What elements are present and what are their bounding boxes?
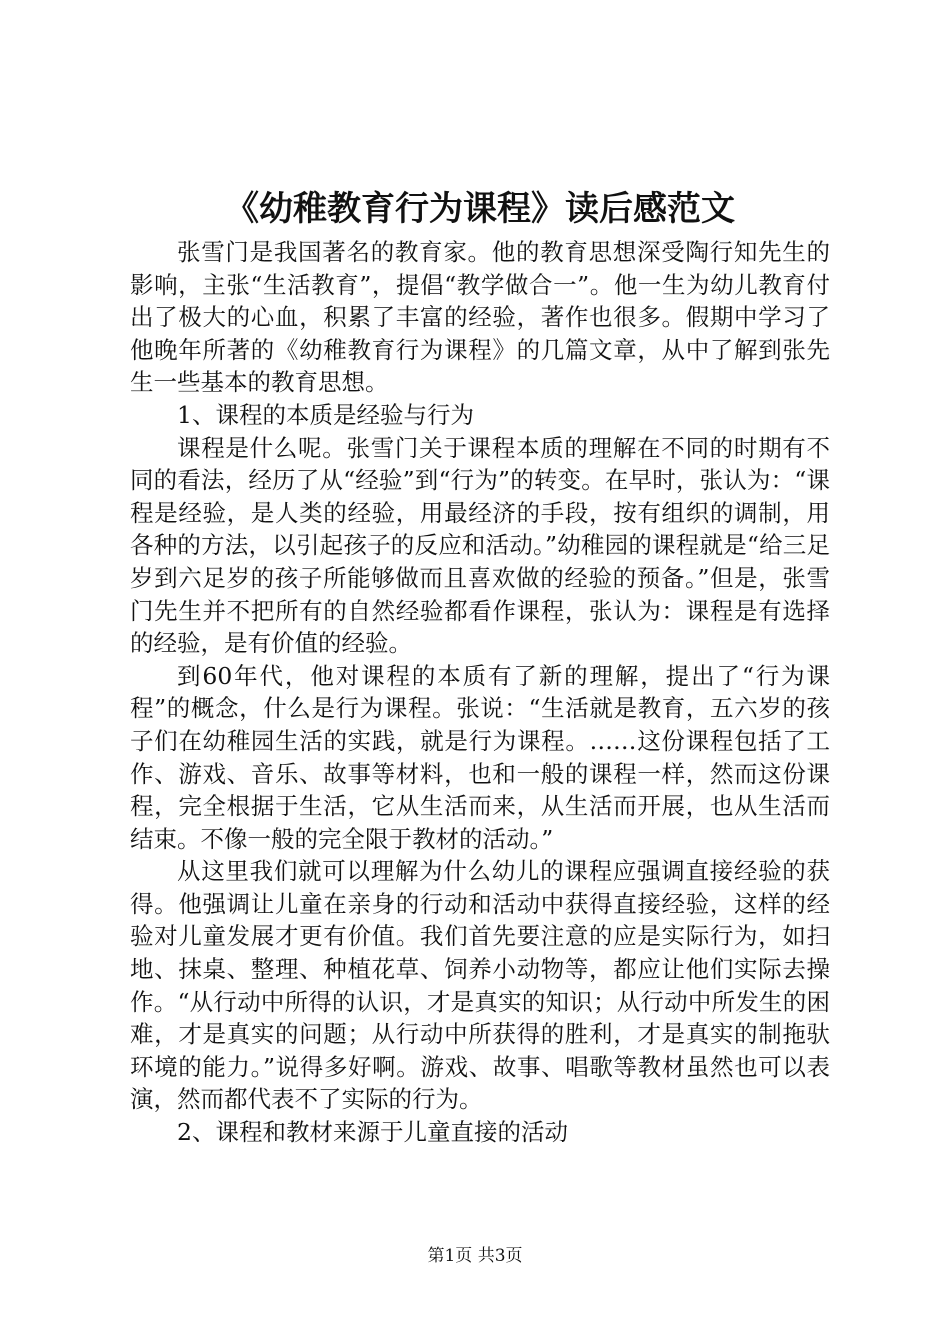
document-title: 《幼稚教育行为课程》读后感范文 bbox=[225, 189, 735, 229]
paragraph-behavior-curriculum: 到60年代，他对课程的本质有了新的理解，提出了“行为课程”的概念，什么是行为课程。张说：“生活就是教育，五六岁的孩子们在幼稚园生活的实践，就是行为课程。……这份课程包括了工作、游戏、音乐、故事等材料，也和一般的课程一样，然而这份课程，完全根据于生活，它从生活而来，从生活而开展，也从生活而结束。不像一般的完全限于教材的活动。” bbox=[130, 661, 830, 853]
section-heading-2: 2、课程和教材来源于儿童直接的活动 bbox=[177, 1118, 568, 1147]
document-body bbox=[130, 236, 830, 1149]
page-footer: 第1页 共3页 bbox=[427, 1246, 523, 1266]
paragraph-intro: 张雪门是我国著名的教育家。他的教育思想深受陶行知先生的影响，主张“生活教育”，提倡“教学做合一”。他一生为幼儿教育付出了极大的心血，积累了丰富的经验，著作也很多。假期中学习了他晚年所著的《幼稚教育行为课程》的几篇文章，从中了解到张先生一些基本的教育思想。 bbox=[130, 238, 830, 397]
paragraph-curriculum-experience: 课程是什么呢。张雪门关于课程本质的理解在不同的时期有不同的看法，经历了从“经验”到“行为”的转变。在早时，张认为：“课程是经验，是人类的经验，用最经济的手段，按有组织的调制，用各种的方法，以引起孩子的反应和活动。”幼稚园的课程就是“给三足岁到六足岁的孩子所能够做而且喜欢做的经验的预备。”但是，张雪门先生并不把所有的自然经验都看作课程，张认为：课程是有选择的经验，是有价值的经验。 bbox=[130, 433, 830, 658]
section-heading-1: 1、课程的本质是经验与行为 bbox=[177, 400, 474, 429]
paragraph-direct-experience: 从这里我们就可以理解为什么幼儿的课程应强调直接经验的获得。他强调让儿童在亲身的行动和活动中获得直接经验，这样的经验对儿童发展才更有价值。我们首先要注意的应是实际行为，如扫地、抹桌、整理、种植花草、饲养小动物等，都应让他们实际去操作。“从行动中所得的认识，才是真实的知识；从行动中所发生的困难，才是真实的问题；从行动中所获得的胜利，才是真实的制拖驮环境的能力。”说得多好啊。游戏、故事、唱歌等教材虽然也可以表演，然而都代表不了实际的行为。 bbox=[130, 857, 830, 1114]
